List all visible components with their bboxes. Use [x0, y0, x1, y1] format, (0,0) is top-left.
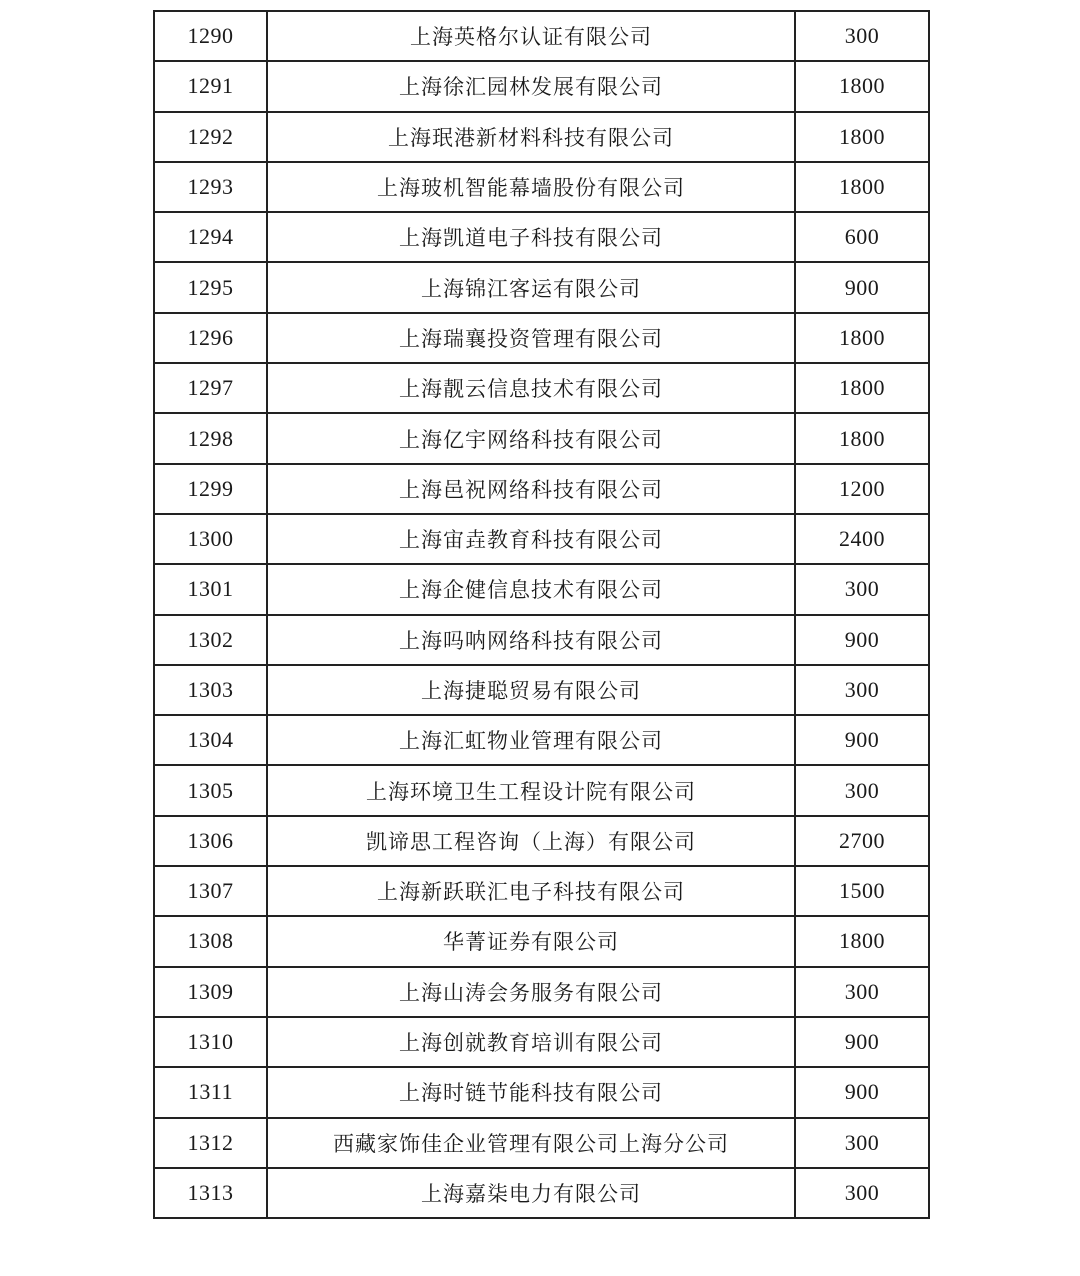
amount-cell: 1800 — [795, 413, 929, 463]
company-name-cell: 上海嘉柒电力有限公司 — [267, 1168, 795, 1218]
amount-cell: 300 — [795, 564, 929, 614]
row-number-cell: 1310 — [154, 1017, 267, 1067]
amount-cell: 300 — [795, 765, 929, 815]
table-row — [154, 1118, 929, 1168]
company-name-cell: 上海徐汇园林发展有限公司 — [267, 61, 795, 111]
table-row — [154, 514, 929, 564]
amount-cell: 1800 — [795, 313, 929, 363]
table-row — [154, 363, 929, 413]
amount-cell: 900 — [795, 1067, 929, 1117]
company-name-cell: 上海珉港新材料科技有限公司 — [267, 112, 795, 162]
amount-cell: 600 — [795, 212, 929, 262]
row-number-cell: 1294 — [154, 212, 267, 262]
table-row — [154, 916, 929, 966]
amount-cell: 300 — [795, 665, 929, 715]
company-name-cell: 上海山涛会务服务有限公司 — [267, 967, 795, 1017]
table-row — [154, 967, 929, 1017]
table-body — [154, 11, 929, 1218]
table-row — [154, 464, 929, 514]
amount-cell: 300 — [795, 1118, 929, 1168]
row-number-cell: 1311 — [154, 1067, 267, 1117]
table-row — [154, 162, 929, 212]
table-row — [154, 61, 929, 111]
amount-cell: 300 — [795, 967, 929, 1017]
company-name-cell: 上海锦江客运有限公司 — [267, 262, 795, 312]
amount-cell: 2400 — [795, 514, 929, 564]
row-number-cell: 1309 — [154, 967, 267, 1017]
company-name-cell: 上海环境卫生工程设计院有限公司 — [267, 765, 795, 815]
company-name-cell: 上海英格尔认证有限公司 — [267, 11, 795, 61]
company-name-cell: 上海捷聪贸易有限公司 — [267, 665, 795, 715]
row-number-cell: 1308 — [154, 916, 267, 966]
row-number-cell: 1293 — [154, 162, 267, 212]
amount-cell: 1500 — [795, 866, 929, 916]
row-number-cell: 1300 — [154, 514, 267, 564]
table-row — [154, 866, 929, 916]
row-number-cell: 1290 — [154, 11, 267, 61]
company-name-cell: 上海邑祝网络科技有限公司 — [267, 464, 795, 514]
row-number-cell: 1303 — [154, 665, 267, 715]
company-name-cell: 上海汇虹物业管理有限公司 — [267, 715, 795, 765]
table-row — [154, 112, 929, 162]
table-row — [154, 413, 929, 463]
company-name-cell: 上海新跃联汇电子科技有限公司 — [267, 866, 795, 916]
row-number-cell: 1292 — [154, 112, 267, 162]
table-row — [154, 816, 929, 866]
row-number-cell: 1304 — [154, 715, 267, 765]
company-name-cell: 上海吗呐网络科技有限公司 — [267, 615, 795, 665]
company-name-cell: 上海玻机智能幕墙股份有限公司 — [267, 162, 795, 212]
row-number-cell: 1302 — [154, 615, 267, 665]
row-number-cell: 1305 — [154, 765, 267, 815]
row-number-cell: 1296 — [154, 313, 267, 363]
company-name-cell: 上海企健信息技术有限公司 — [267, 564, 795, 614]
company-name-cell: 上海宙垚教育科技有限公司 — [267, 514, 795, 564]
table-row — [154, 665, 929, 715]
company-name-cell: 西藏家饰佳企业管理有限公司上海分公司 — [267, 1118, 795, 1168]
row-number-cell: 1312 — [154, 1118, 267, 1168]
row-number-cell: 1291 — [154, 61, 267, 111]
table-row — [154, 615, 929, 665]
company-name-cell: 凯谛思工程咨询（上海）有限公司 — [267, 816, 795, 866]
amount-cell: 1800 — [795, 916, 929, 966]
company-name-cell: 上海凯道电子科技有限公司 — [267, 212, 795, 262]
amount-cell: 900 — [795, 715, 929, 765]
table-row — [154, 1067, 929, 1117]
amount-cell: 1800 — [795, 112, 929, 162]
table-row — [154, 564, 929, 614]
company-name-cell: 上海创就教育培训有限公司 — [267, 1017, 795, 1067]
company-name-cell: 上海亿宇网络科技有限公司 — [267, 413, 795, 463]
amount-cell: 300 — [795, 11, 929, 61]
amount-cell: 900 — [795, 1017, 929, 1067]
row-number-cell: 1301 — [154, 564, 267, 614]
amount-cell: 2700 — [795, 816, 929, 866]
amount-cell: 1800 — [795, 61, 929, 111]
table-row — [154, 212, 929, 262]
amount-cell: 1800 — [795, 363, 929, 413]
row-number-cell: 1299 — [154, 464, 267, 514]
row-number-cell: 1307 — [154, 866, 267, 916]
amount-cell: 1200 — [795, 464, 929, 514]
row-number-cell: 1298 — [154, 413, 267, 463]
company-name-cell: 上海瑞襄投资管理有限公司 — [267, 313, 795, 363]
row-number-cell: 1295 — [154, 262, 267, 312]
company-name-cell: 华菁证券有限公司 — [267, 916, 795, 966]
table-row — [154, 313, 929, 363]
table-row — [154, 11, 929, 61]
company-name-cell: 上海时链节能科技有限公司 — [267, 1067, 795, 1117]
table-row — [154, 765, 929, 815]
amount-cell: 900 — [795, 262, 929, 312]
table-row — [154, 1168, 929, 1218]
row-number-cell: 1313 — [154, 1168, 267, 1218]
table-row — [154, 1017, 929, 1067]
company-name-cell: 上海靓云信息技术有限公司 — [267, 363, 795, 413]
company-list-table — [153, 10, 930, 1219]
row-number-cell: 1306 — [154, 816, 267, 866]
amount-cell: 300 — [795, 1168, 929, 1218]
company-list-table-wrapper — [153, 10, 928, 1219]
row-number-cell: 1297 — [154, 363, 267, 413]
amount-cell: 900 — [795, 615, 929, 665]
table-row — [154, 715, 929, 765]
amount-cell: 1800 — [795, 162, 929, 212]
table-row — [154, 262, 929, 312]
